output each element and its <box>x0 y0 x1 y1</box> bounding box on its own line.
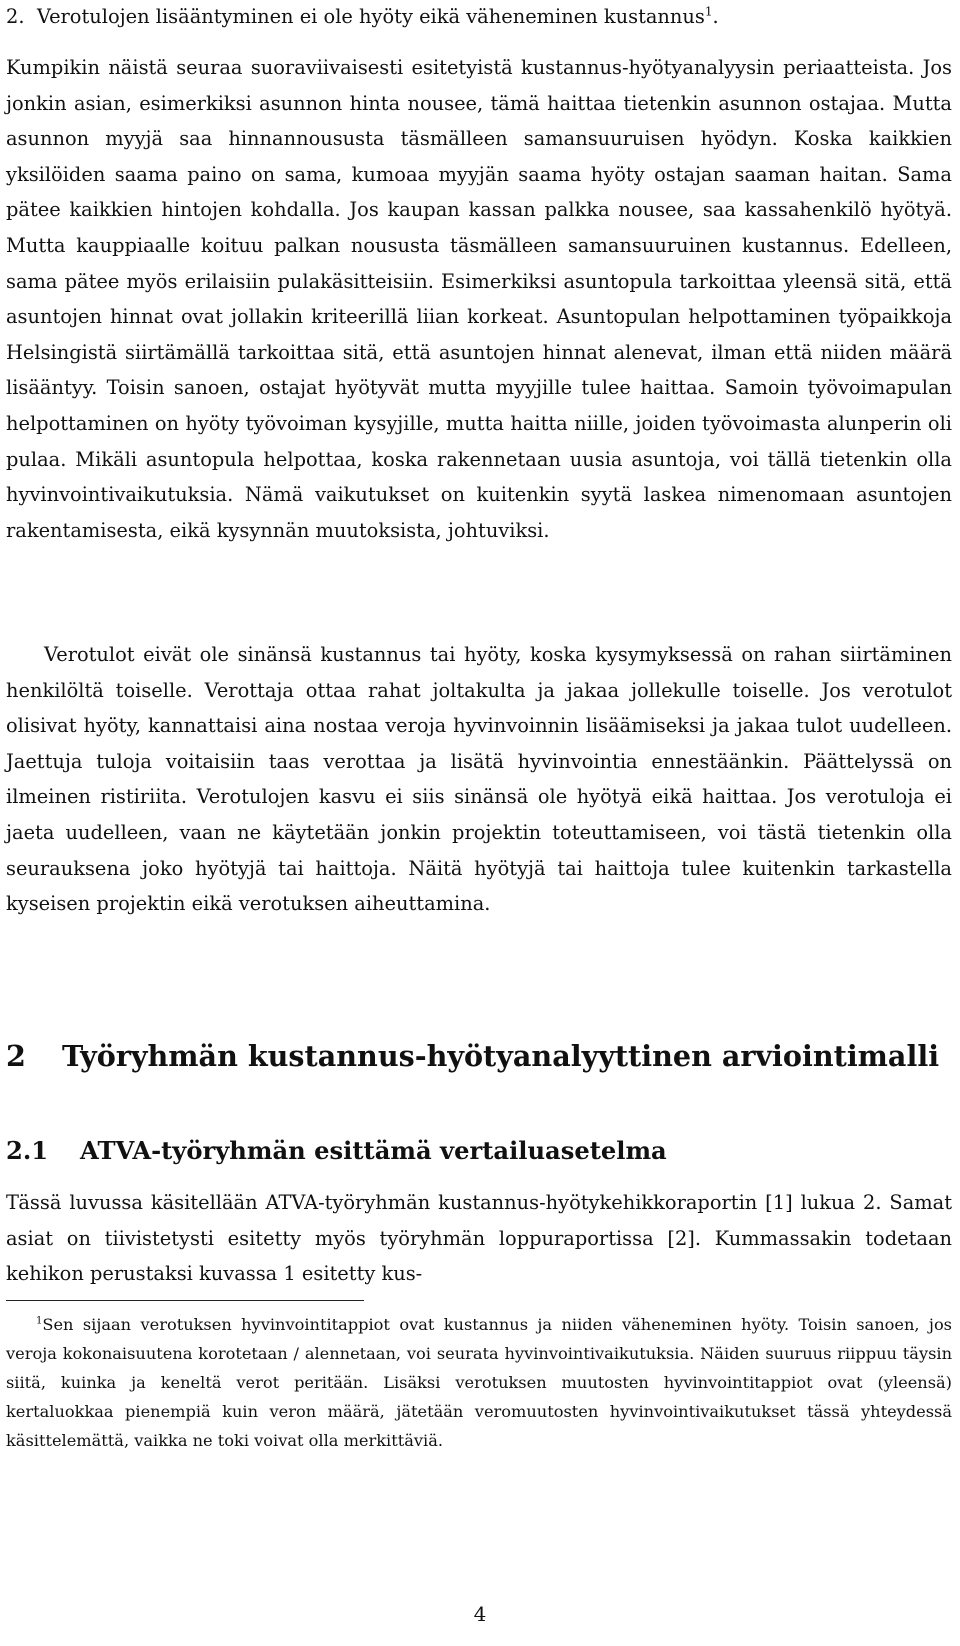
list-item-text: Verotulojen lisääntyminen ei ole hyöty eikä väheneminen kustannus <box>36 5 705 28</box>
footnote-text: Sen sijaan verotuksen hyvinvointitappiot ovat kustannus ja niiden väheneminen hyöty. Toisin sanoen, jos veroja kokonaisuutena korotetaan / alennetaan, voi seurata hyvinvointivaikutuksia. Näiden suuruus riippuu täysin siitä, kuinka ja keneltä verot peritään. Lisäksi verotuksen muutosten hyvinvointitappiot ovat (yleensä) kertaluokkaa pienempiä kuin veron määrä, jätetään veromuutosten hyvinvointivaikutukset tässä yhteydessä käsittelemättä, vaikka ne toki voivat olla merkittäviä. <box>6 1315 952 1450</box>
footnote-mark: 1 <box>36 1315 43 1327</box>
footnote-ref: 1 <box>704 4 713 19</box>
paragraph-2: Verotulot eivät ole sinänsä kustannus tai hyöty, koska kysymyksessä on rahan siirtäminen henkilöltä toiselle. Verottaja ottaa rahat joltakulta ja jakaa jollekulle toiselle. Jos verotulot olisivat hyöty, kannattaisi aina nostaa veroja hyvinvoinnin lisäämiseksi ja jakaa tulot uudelleen. Jaettuja tuloja voitaisiin taas verottaa ja lisätä hyvinvointia ennestäänkin. Päättelyssä on ilmeinen ristiriita. Verotulojen kasvu ei siis sinänsä ole hyötyä eikä haittaa. Jos verotuloja ei jaeta uudelleen, vaan ne käytetään jonkin projektin toteuttamiseen, voi tästä tietenkin olla seurauksena joko hyötyjä tai haittoja. Näitä hyötyjä tai haittoja tulee kuitenkin tarkastella kyseisen projektin eikä verotuksen aiheuttamina. <box>6 643 952 916</box>
subsection-heading <box>6 1131 667 1171</box>
page-number: 4 <box>473 1602 487 1626</box>
section-title: Työryhmän kustannus-hyötyanalyyttinen arviointimalli <box>62 1039 940 1073</box>
list-number: 2. <box>6 5 25 28</box>
list-item-2 <box>6 2 719 32</box>
paragraph-1: Kumpikin näistä seuraa suoraviivaisesti esitetyistä kustannus-hyötyanalyysin periaatteista. Jos jonkin asian, esimerkiksi asunnon hinta nousee, tämä haittaa tietenkin asunnon ostajaa. Mutta asunnon myyjä saa hinnannoususta täsmälleen samansuuruisen hyödyn. Koska kaikkien yksilöiden saama paino on sama, kumoaa myyjän saama hyöty ostajan saaman haitan. Sama pätee kaikkien hintojen kohdalla. Jos kaupan kassan palkka nousee, saa kassahenkilö hyötyä. Mutta kauppiaalle koituu palkan noususta täsmälleen samansuuruinen kustannus. Edelleen, sama pätee myös erilaisiin pulakäsitteisiin. Esimerkiksi asuntopula tarkoittaa yleensä sitä, että asuntojen hinnat ovat jollakin kriteerillä liian korkeat. Asuntopulan helpottaminen työpaikkoja Helsingistä siirtämällä tarkoittaa sitä, että asuntojen hinnat alenevat, ilman että niiden määrä lisääntyy. Toisin sanoen, ostajat hyötyvät mutta myyjille tulee haittaa. Samoin työvoimapulan helpottaminen on hyöty työvoiman kysyjille, mutta haitta niille, joiden työvoimasta alunperin oli pulaa. Mikäli asuntopula helpottaa, koska rakennetaan uusia asuntoja, voi tällä tietenkin olla hyvinvointivaikutuksia. Nämä vaikutukset on kuitenkin syytä laskea nimenomaan asuntojen rakentamisesta, eikä kysynnän muutoksista, johtuviksi. <box>6 56 952 542</box>
list-item-end: . <box>712 5 719 28</box>
paragraph-3: Tässä luvussa käsitellään ATVA-työryhmän kustannus-hyötykehikkoraportin [1] lukua 2. Samat asiat on tiivistetysti esitetty myös työryhmän loppuraportissa [2]. Kummassakin todetaan kehikon perustaksi kuvassa 1 esitetty kus- <box>6 1191 952 1286</box>
subsection-number: 2.1 <box>6 1136 49 1165</box>
section-number: 2 <box>6 1039 26 1073</box>
footnote <box>6 1310 952 1455</box>
footnote-rule <box>6 1300 364 1301</box>
subsection-title: ATVA-työryhmän esittämä vertailuasetelma <box>80 1136 667 1165</box>
section-heading <box>6 1032 952 1081</box>
